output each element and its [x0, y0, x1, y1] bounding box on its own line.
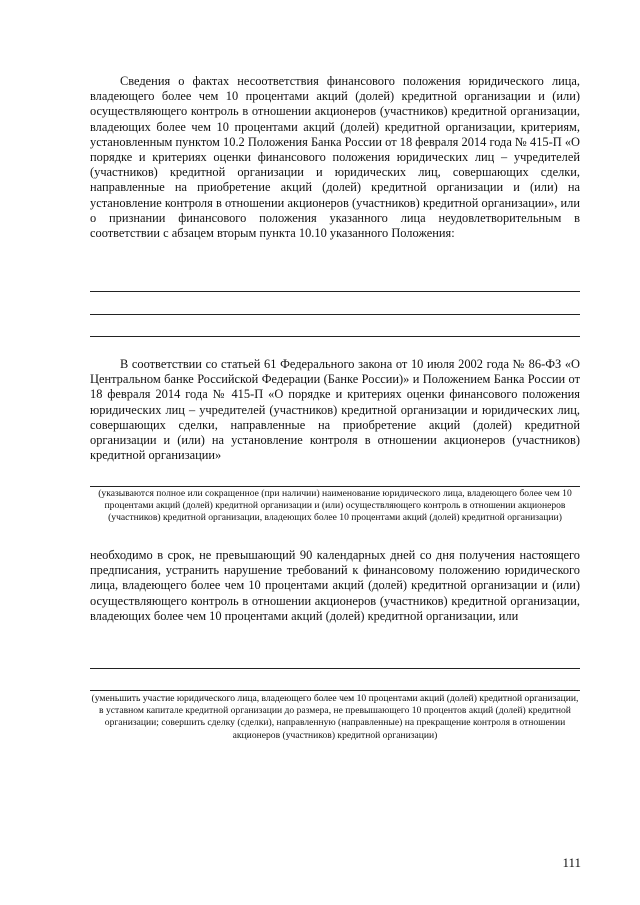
page-number: 111	[562, 855, 581, 870]
fill-line-3	[90, 336, 580, 337]
fill-line-4	[90, 668, 580, 669]
info-paragraph: Сведения о фактах несоответствия финансового положения юридического лица, владеющего более чем 10 процентами акций (долей) кредитной организации и (или) осуществляющего контроль в отношении акционеров (участников) кредитной организации, владеющих более чем 10 процентами акций (долей) кредитной организации, критериям, установленным пунктом 10.2 Положения Банка России от 18 февраля 2014 года № 415-П «О порядке и критериях оценки финансового положения юридических лиц – учредителей (участников) кредитной организации и юридических лиц, совершающих сделки, направленные на приобретение акций (долей) кредитной организации и (или) на установление контроля в отношении акционеров (участников) кредитной организации», или о признании финансового положения указанного лица неудовлетворительным в соответствии с абзацем вторым пункта 10.10 указанного Положения:	[90, 74, 580, 241]
fill-line-measures	[90, 690, 580, 691]
fill-line-1	[90, 291, 580, 292]
requirement-paragraph: необходимо в срок, не превышающий 90 календарных дней со дня получения настоящего предписания, устранить нарушение требований к финансовому положению юридического лица, владеющего более чем 10 процентами акций (долей) кредитной организации и (или) осуществляющего контроль в отношении акционеров (участников) кредитной организации, владеющих более чем 10 процентами акций (долей) кредитной организации, или	[90, 548, 580, 623]
fill-line-entity-name	[90, 486, 580, 487]
legal-basis-paragraph: В соответствии со статьей 61 Федерального закона от 10 июля 2002 года № 86-ФЗ «О Центральном банке Российской Федерации (Банке России)» и Положением Банка России от 18 февраля 2014 года № 415-П «О порядке и критериях оценки финансового положения юридических лиц – учредителей (участников) кредитной организации и юридических лиц, совершающих сделки, направленные на приобретение акций (долей) кредитной организации и (или) на установление контроля в отношении акционеров (участников) кредитной организации»	[90, 357, 580, 463]
fill-line-2	[90, 314, 580, 315]
entity-name-note: (указываются полное или сокращенное (при наличии) наименование юридического лица, владеющего более чем 10 процентами акций (долей) кредитной организации и (или) осуществляющего контроль в отношении акционеров (участников) кредитной организации, владеющих более 10 процентами акций (долей) кредитной организации)	[98, 488, 572, 524]
measures-note: (уменьшить участие юридического лица, владеющего более чем 10 процентами акций (долей) кредитной организации, в уставном капитале кредитной организации до размера, не превышающего 10 процентов акций (долей) кредитной организации; совершить сделку (сделки), направленную (направленные) на прекращение контроля в отношении акционеров (участников) кредитной организации)	[91, 693, 579, 741]
